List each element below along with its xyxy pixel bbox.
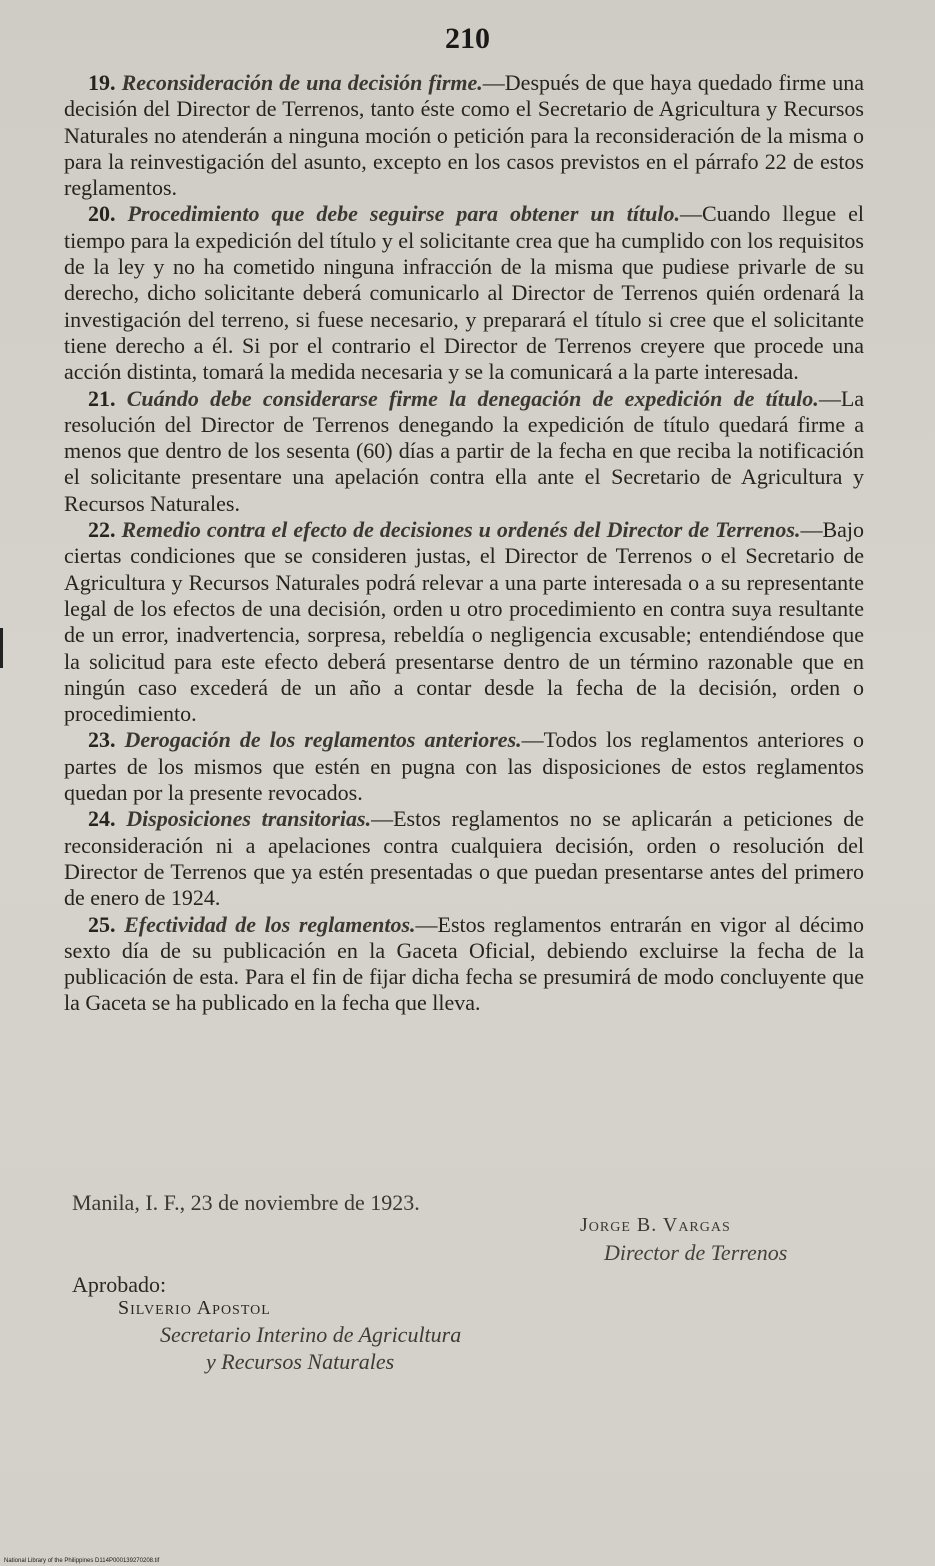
paragraph-heading: Disposiciones transitorias.: [126, 806, 372, 832]
body-text: [64, 70, 864, 1017]
paragraph-number: 25.: [88, 911, 116, 937]
signatory-title: Director de Terrenos: [604, 1240, 788, 1265]
paragraph-24: [64, 806, 864, 911]
paragraph-23: [64, 727, 864, 806]
paragraph-20: [64, 201, 864, 385]
paragraph-text: —Estos reglamentos entrarán en vigor al décimo sexto día de su publicación en la Gaceta Oficial, debiendo excluirse la fecha de la publicación de esta. Para el fin de fijar dicha fecha se presumirá de modo concluyente que la Gaceta se ha publicado en la fecha que lleva.: [64, 911, 864, 1016]
approver-title-line2: y Recursos Naturales: [206, 1349, 395, 1374]
paragraph-text: —Estos reglamentos no se aplicarán a peticiones de reconsideración ni a apelaciones contra cualquiera decisión, orden o resolución del Director de Terrenos que ya estén presentadas o que puedan presentarse antes del primero de enero de 1924.: [64, 806, 865, 911]
paragraph-number: 22.: [88, 517, 116, 543]
dateline: Manila, I. F., 23 de noviembre de 1923.: [72, 1190, 420, 1215]
scan-footer: National Library of the Philippines D114P000139270208.tif: [4, 1558, 160, 1564]
paragraph-text: —Cuando llegue el tiempo para la expedición del título y el solicitante crea que ha cumplido con los requisitos de la ley y no ha cometido ninguna infracción de la misma que pudiese privarle de su derecho, dicho solicitante deberá comunicarlo al Director de Terrenos quién ordenará la investigación del terreno, si fuese necesario, y preparará el título si cree que el solicitante tiene derecho a él. Si por el contrario el Director de Terrenos creyere que procede una acción distinta, tomará la medida necesaria y se la comunicará a la parte interesada.: [64, 201, 864, 385]
paragraph-heading: Procedimiento que debe seguirse para obtener un título.: [127, 201, 680, 227]
paragraph-text: —La resolución del Director de Terrenos denegando la expedición de título quedará firme a menos que dentro de los sesenta (60) días a partir de la fecha en que reciba la notificación el solicitante presentare una apelación contra ella ante el Secretario de Agricultura y Recursos Naturales.: [64, 385, 865, 516]
paragraph-number: 20.: [88, 201, 116, 227]
paragraph-number: 23.: [88, 727, 116, 753]
approver-title-line1: Secretario Interino de Agricultura: [160, 1322, 462, 1347]
paragraph-heading: Efectividad de los reglamentos.: [124, 911, 416, 937]
paragraph-number: 24.: [88, 806, 116, 832]
paragraph-heading: Remedio contra el efecto de decisiones u ordenés del Director de Terrenos.: [121, 517, 801, 543]
paragraph-number: 21.: [88, 385, 116, 411]
paragraph-number: 19.: [88, 70, 116, 95]
approver-name: Silverio Apostol: [118, 1297, 271, 1319]
paragraph-heading: Cuándo debe considerarse firme la denegación de expedición de título.: [126, 385, 819, 411]
binding-edge-mark: [0, 628, 3, 668]
signatory-name: Jorge B. Vargas: [580, 1214, 731, 1236]
paragraph-heading: Reconsideración de una decisión firme.: [121, 70, 483, 95]
paragraph-19: [64, 70, 864, 201]
paragraph-25: [64, 912, 864, 1017]
paragraph-text: —Todos los reglamentos anteriores o partes de los mismos que estén en pugna con las disposiciones de estos reglamentos quedan por la presente revocados.: [64, 727, 865, 806]
paragraph-text: —Después de que haya quedado firme una decisión del Director de Terrenos, tanto éste como el Secretario de Agricultura y Recursos Naturales no atenderán a ninguna moción o petición para la reconsideración de la misma o para la reinvestigación del asunto, excepto en los casos previstos en el párrafo 22 de estos reglamentos.: [64, 70, 865, 201]
paragraph-text: —Bajo ciertas condiciones que se consideren justas, el Director de Terrenos o el Secretario de Agricultura y Recursos Naturales podrá relevar a una parte interesada o a su representante legal de los efectos de una decisión, orden u otro procedimiento en contra suya resultante de un error, inadvertencia, sorpresa, rebeldía o negligencia excusable; entendiéndose que la solicitud para este efecto deberá presentarse dentro de un término razonable que en ningún caso excederá de un año a contar desde la fecha de la decisión, orden o procedimiento.: [64, 517, 865, 727]
paragraph-21: [64, 386, 864, 517]
paragraph-heading: Derogación de los reglamentos anteriores.: [124, 727, 522, 753]
paragraph-22: [64, 517, 864, 727]
approval-label: Aprobado:: [72, 1272, 167, 1297]
page-number: 210: [445, 22, 490, 55]
